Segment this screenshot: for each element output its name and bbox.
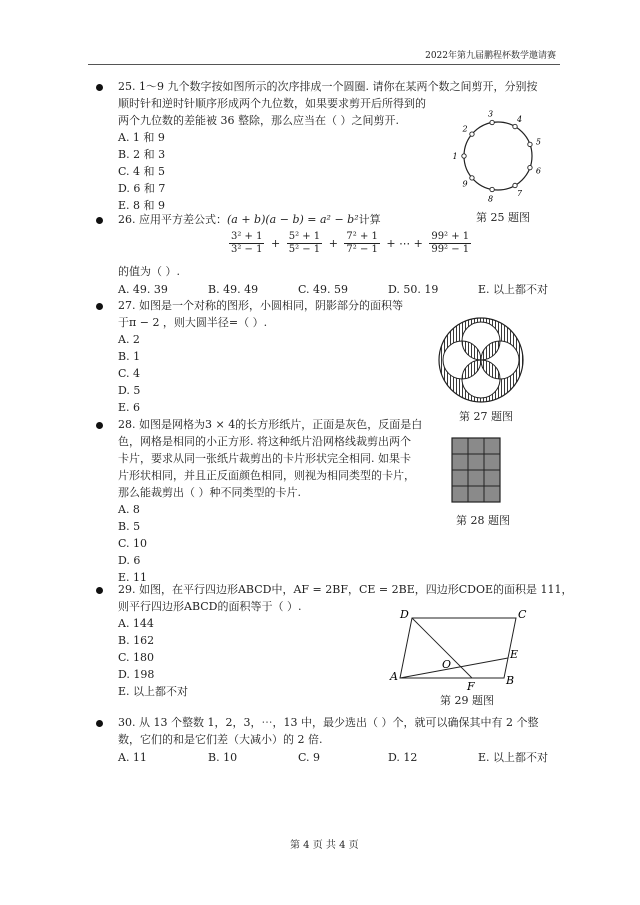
q27-figure-circles [437,316,525,404]
q25-caption: 第 25 题图 [476,211,530,224]
q28-option-c: C. 10 [118,537,148,550]
q28-line3: 卡片，要求从同一张纸片裁剪出的卡片形状完全相同. 如果卡 [118,452,411,465]
q30-option-a: A. 11 [118,751,147,764]
q29-figure-parallelogram [390,606,530,693]
q25-option-c: C. 4 和 5 [118,165,166,178]
q26-option-b: B. 49. 49 [208,283,259,296]
circle-point [470,176,474,180]
q29-option-e: E. 以上都不对 [118,685,189,698]
circle-number-label: 6 [535,166,541,176]
circle-point [528,142,532,146]
q25-line1: 25. 1～9 九个数字按如图所示的次序排成一个圆圈. 请你在某两个数之间剪开，分别按 [118,80,538,93]
q29-label-o: O [442,658,452,671]
q26-fraction: $\frac{\text{5² + 1}}{\text{5² − 1}}$ [288,231,321,255]
q28-line2: 色，网格是相同的小正方形. 将这种纸片沿网格线裁剪出两个 [118,435,411,448]
circle-point [490,187,494,191]
header-rule [88,64,560,65]
plus-sign: + [328,236,338,250]
q29-option-b: B. 162 [118,634,155,647]
question-bullet [96,217,103,224]
q25-figure-circle [452,109,541,204]
circle-number-label: 5 [535,137,541,147]
q28-option-e: E. 11 [118,571,148,584]
footer-page-number: 第 4 页 共 4 页 [290,840,359,851]
circle-number-label: 1 [452,152,458,161]
q26-intro-end: 计算 [358,213,381,226]
question-bullet [96,422,103,429]
q26-option-d: D. 50. 19 [388,283,439,296]
q30-option-d: D. 12 [388,751,418,764]
q27-option-c: C. 4 [118,367,141,380]
q29-label-e: E [510,648,519,661]
header-title: 2022年第九届鹏程杯数学邀请赛 [425,51,556,61]
q28-caption: 第 28 题图 [456,514,510,527]
circle-number-label: 8 [487,194,494,204]
q28-option-b: B. 5 [118,520,141,533]
q27-option-e: E. 6 [118,401,141,414]
circle-point [490,120,494,124]
q28-figure-grid [452,438,500,502]
q30-option-b: B. 10 [208,751,238,764]
q26-fraction: $\frac{\text{3² + 1}}{\text{3² − 1}}$ [231,231,263,255]
q29-option-c: C. 180 [118,651,155,664]
q28-line1: 28. 如图是网格为3 × 4的长方形纸片，正面是灰色，反面是白 [118,418,423,431]
plus-sign: + [270,236,281,250]
circle-number-label: 2 [462,124,468,134]
question-bullet [96,303,103,310]
q29-line1: 29. 如图，在平行四边形ABCD中，AF = 2BF，CE = 2BE，四边形CDOE的面积是 111， [118,583,573,596]
q29-label-a: A [390,670,398,683]
q27-option-b: B. 1 [118,350,141,363]
q26-ellipsis: + ⋯ + [386,236,423,250]
q27-caption: 第 27 题图 [459,410,513,423]
q26-option-a: A. 49. 39 [118,283,168,296]
q26-option-e: E. 以上都不对 [478,283,549,296]
q26-fraction: $\frac{\text{99² + 1}}{\text{99² − 1}}$ [431,231,470,255]
circle-number-label: 7 [516,189,523,199]
q30-option-c: C. 9 [298,751,321,764]
q29-label-f: F [467,680,475,693]
q30-option-e: E. 以上都不对 [478,751,549,764]
q28-option-d: D. 6 [118,554,141,567]
q30-line1: 30. 从 13 个整数 1，2，3，⋯，13 中，最少选出（ ）个，就可以确保其中有 2 个整 [118,716,539,729]
q27-line2: 于π − 2 ，则大圆半径=（ ）. [118,316,268,329]
q28-option-a: A. 8 [118,503,140,516]
question-bullet [96,84,103,91]
q26-formula: (a + b)(a − b) = a² − b² [227,213,359,226]
q26-expression [228,231,472,256]
question-bullet [96,587,103,594]
circle-point [528,165,532,169]
q29-caption: 第 29 题图 [440,694,494,707]
q29-label-c: C [518,608,527,621]
q26-intro: 26. 应用平方差公式： [118,213,227,226]
circle-point [462,154,466,158]
circle-point [470,132,474,136]
q30-line2: 数，它们的和是它们差（大减小）的 2 倍. [118,733,323,746]
q25-line3: 两个九位数的差能被 36 整除，那么应当在（ ）之间剪开. [118,114,399,127]
circle-point [513,124,517,128]
q29-line2: 则平行四边形ABCD的面积等于（ ）. [118,600,302,613]
circle-number-label: 9 [462,179,468,189]
circle-point [513,183,517,187]
q29-option-a: A. 144 [118,617,154,630]
q29-option-d: D. 198 [118,668,155,681]
q27-option-d: D. 5 [118,384,141,397]
q25-option-a: A. 1 和 9 [118,131,165,144]
q28-line5: 那么能裁剪出（ ）种不同类型的卡片. [118,486,301,499]
q27-line1: 27. 如图是一个对称的图形，小圆相同，阴影部分的面积等 [118,299,403,312]
question-bullet [96,720,103,727]
circle-number-label: 4 [516,114,523,124]
q28-line4: 片形状相同，并且正反面颜色相同，则视为相同类型的卡片， [118,469,415,482]
q29-label-b: B [506,674,515,687]
q26-line3: 的值为（ ）. [118,265,180,278]
q25-option-d: D. 6 和 7 [118,182,166,195]
q29-label-d: D [400,608,409,621]
circle-number-label: 3 [487,109,494,119]
q25-line2: 顺时针和逆时针顺序形成两个九位数，如果要求剪开后所得到的 [118,97,426,110]
q26-option-c: C. 49. 59 [298,283,349,296]
q26-fraction: $\frac{\text{7² + 1}}{\text{7² − 1}}$ [346,231,378,255]
q27-option-a: A. 2 [118,333,140,346]
q25-option-b: B. 2 和 3 [118,148,166,161]
q25-option-e: E. 8 和 9 [118,199,166,212]
q26-line1 [118,213,381,226]
